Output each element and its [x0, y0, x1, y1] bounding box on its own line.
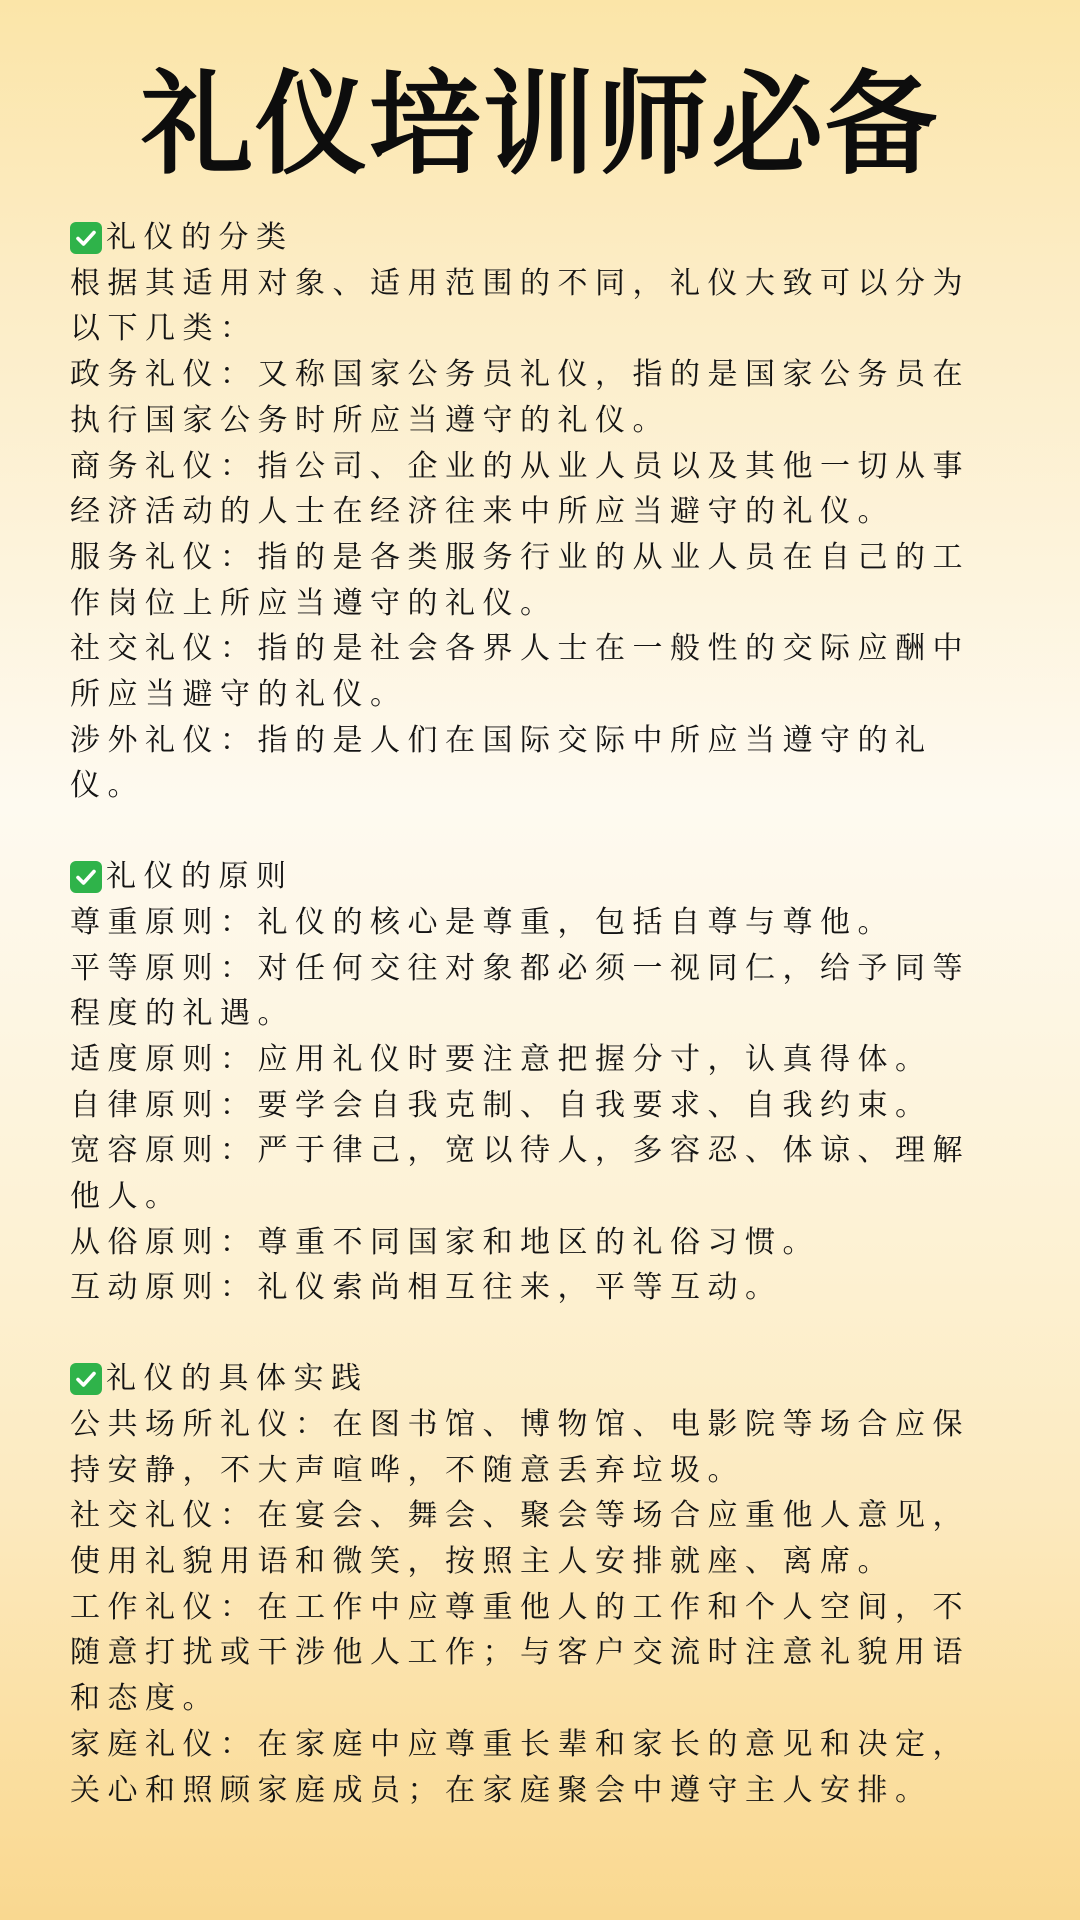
paragraph: 从俗原则：尊重不同国家和地区的礼俗习惯。 [70, 1224, 820, 1260]
check-mark-icon [70, 861, 102, 893]
check-mark-icon [70, 1363, 102, 1395]
paragraph: 尊重原则：礼仪的核心是尊重，包括自尊与尊他。 [70, 904, 895, 940]
paragraph: 适度原则：应用礼仪时要注意把握分寸，认真得体。 [70, 1041, 933, 1077]
section-heading [70, 215, 1000, 261]
paragraph: 社交礼仪：指的是社会各界人士在一般性的交际应酬中所应当避守的礼仪。 [70, 631, 970, 713]
section-heading-text: 礼仪的分类 [106, 220, 294, 255]
check-mark-icon [70, 222, 102, 254]
page-title: 礼仪培训师必备 [141, 59, 939, 190]
paragraph: 工作礼仪：在工作中应尊重他人的工作和个人空间，不随意打扰或干涉他人工作；与客户交流时注意礼貌用语和态度。 [70, 1589, 970, 1717]
paragraph: 商务礼仪：指公司、企业的从业人员以及其他一切从事经济活动的人士在经济往来中所应当避守的礼仪。 [70, 448, 970, 530]
paragraph: 自律原则：要学会自我克制、自我要求、自我约束。 [70, 1087, 933, 1123]
section-heading-text: 礼仪的原则 [106, 859, 294, 895]
section-heading-text: 礼仪的具体实践 [106, 1361, 369, 1397]
paragraph: 服务礼仪：指的是各类服务行业的从业人员在自己的工作岗位上所应当遵守的礼仪。 [70, 539, 970, 621]
paragraph: 宽容原则：严于律己，宽以待人，多容忍、体谅、理解他人。 [70, 1133, 970, 1215]
article-body [70, 215, 1000, 1813]
paragraph: 社交礼仪：在宴会、舞会、聚会等场合应重他人意见，使用礼貌用语和微笑，按照主人安排就座、离席。 [70, 1498, 970, 1579]
paragraph: 平等原则：对任何交往对象都必须一视同仁，给予同等程度的礼遇。 [70, 950, 970, 1032]
section-heading [70, 854, 1000, 900]
paragraph: 家庭礼仪：在家庭中应尊重长辈和家长的意见和决定，关心和照顾家庭成员；在家庭聚会中遵守主人安排。 [70, 1726, 970, 1808]
section-practice [70, 1356, 1000, 1813]
paragraph: 互动原则：礼仪索尚相互往来，平等互动。 [70, 1270, 783, 1306]
section-classification [70, 215, 1000, 809]
paragraph: 根据其适用对象、适用范围的不同，礼仪大致可以分为以下几类： [70, 265, 970, 347]
section-principles [70, 854, 1000, 1311]
paragraph: 涉外礼仪：指的是人们在国际交际中所应当遵守的礼仪。 [70, 722, 933, 804]
section-heading [70, 1356, 1000, 1402]
paragraph: 公共场所礼仪：在图书馆、博物馆、电影院等场合应保持安静，不大声喧哗，不随意丢弃垃圾。 [70, 1406, 970, 1488]
paragraph: 政务礼仪：又称国家公务员礼仪，指的是国家公务员在执行国家公务时所应当遵守的礼仪。 [70, 357, 970, 438]
